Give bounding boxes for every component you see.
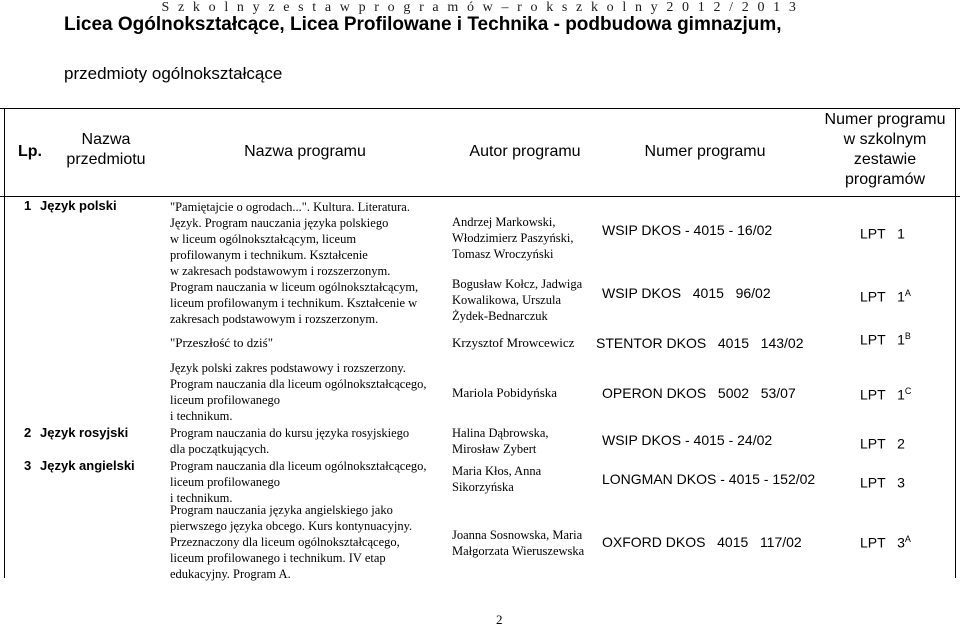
program-6-line: Program nauczania dla liceum ogólnokształcącego,: [170, 459, 427, 473]
program-number-6: LONGMAN DKOS - 4015 - 152/02: [602, 471, 816, 487]
author-5-line: Mirosław Zybert: [452, 442, 537, 456]
table-left-border: [4, 108, 5, 578]
program-7-line: liceum profilowanego i technikum. IV etap: [170, 551, 386, 565]
header-school-line4: programów: [844, 171, 926, 188]
author-4: [452, 385, 557, 401]
page-subtitle: przedmioty ogólnokształcące: [64, 64, 283, 83]
subject-name-2: Język rosyjski: [40, 425, 129, 440]
subject-lp-3: 3: [24, 458, 32, 473]
program-2-line: liceum profilowanym i technikum. Kształcenie w: [170, 296, 418, 310]
author-4-line: Mariola Pobidyńska: [452, 385, 558, 400]
program-5-line: Program nauczania do kursu języka rosyjskiego: [170, 426, 410, 440]
school-number-5: LPT 2: [860, 435, 905, 452]
program-1-line: "Pamiętajcie o ogrodach...". Kultura. Literatura.: [170, 200, 410, 214]
program-4-line: i technikum.: [170, 409, 233, 423]
program-7: [170, 502, 412, 582]
school-number-6: LPT 3: [860, 474, 905, 491]
school-number-7: LPT $3^A$: [860, 534, 911, 551]
program-number-5: WSIP DKOS - 4015 - 24/02: [602, 432, 773, 448]
program-7-line: pierwszego języka obcego. Kurs kontynuacyjny.: [170, 519, 413, 533]
subject-name-3: Język angielski: [40, 458, 135, 473]
program-6-line: i technikum.: [170, 491, 233, 505]
header-school-line2: w szkolnym: [843, 131, 927, 148]
page-title: Licea Ogólnokształcące, Licea Profilowane i Technika - podbudowa gimnazjum,: [64, 14, 782, 35]
author-2-line: Bogusław Kołcz, Jadwiga: [452, 277, 583, 291]
header-program: Nazwa programu: [244, 143, 366, 160]
author-7: [452, 527, 584, 559]
school-number-3: LPT $1^B$: [860, 331, 911, 348]
table-header-bottom-border: [0, 196, 960, 197]
program-5: [170, 425, 409, 457]
program-4-line: liceum profilowanego: [170, 393, 281, 407]
program-2: [170, 279, 418, 327]
program-5-line: dla początkujących.: [170, 442, 270, 456]
author-6: [452, 463, 541, 495]
subject-lp-2: 2: [24, 425, 32, 440]
header-subject-line2: przedmiotu: [66, 151, 146, 168]
author-6-line: Sikorzyńska: [452, 480, 514, 494]
header-number: Numer programu: [644, 143, 766, 160]
program-2-line: Program nauczania w liceum ogólnokształcącym,: [170, 280, 419, 294]
table-lp-divider: [4, 196, 5, 198]
author-3-line: Krzysztof Mrowcewicz: [452, 335, 575, 350]
program-7-line: Program nauczania języka angielskiego jako: [170, 503, 393, 517]
program-6-line: liceum profilowanego: [170, 475, 281, 489]
author-1-line: Andrzej Markowski,: [452, 215, 556, 229]
program-1-line: w liceum ogólnokształcącym, liceum: [170, 232, 357, 246]
author-1-line: Włodzimierz Paszyński,: [452, 231, 574, 245]
program-2-line: zakresach podstawowym i rozszerzonym.: [170, 312, 379, 326]
header-author: Autor programu: [469, 143, 581, 160]
program-7-line: Przeznaczony dla liceum ogólnokształcącego,: [170, 535, 400, 549]
author-5-line: Halina Dąbrowska,: [452, 426, 549, 440]
header-school-line1: Numer programu: [824, 111, 946, 128]
author-2-line: Żydek-Bednarczuk: [452, 309, 548, 323]
author-1: [452, 214, 574, 262]
header-lp: Lp.: [18, 143, 42, 160]
author-1-line: Tomasz Wroczyński: [452, 247, 554, 261]
program-1-line: w zakresach podstawowym i rozszerzonym.: [170, 264, 391, 278]
author-7-line: Małgorzata Wieruszewska: [452, 544, 585, 558]
subject-lp-1: 1: [24, 198, 32, 213]
program-number-3: STENTOR DKOS 4015 143/02: [596, 335, 804, 351]
program-4-line: Język polski zakres podstawowy i rozszerzony.: [170, 361, 406, 375]
school-number-1: LPT 1: [860, 225, 905, 242]
program-7-line: edukacyjny. Program A.: [170, 567, 291, 581]
program-3-line: "Przeszłość to dziś": [170, 335, 274, 350]
header-subject-line1: Nazwa: [81, 131, 131, 148]
school-number-2: LPT $1^A$: [860, 288, 911, 305]
header-subject: [56, 130, 156, 170]
author-3: [452, 335, 574, 351]
author-2-line: Kowalikowa, Urszula: [452, 293, 561, 307]
program-1-line: Język. Program nauczania języka polskiego: [170, 216, 389, 230]
program-number-1: WSIP DKOS - 4015 - 16/02: [602, 222, 773, 238]
table-top-border: [0, 108, 960, 109]
document-header-line: S z k o l n y z e s t a w p r o g r a m ó w – r o k s z k o l n y 2 0 1 2 / 2 0 1 3: [161, 0, 799, 15]
school-number-4: LPT $1^C$: [860, 386, 912, 403]
program-number-2: WSIP DKOS 4015 96/02: [602, 285, 771, 301]
author-7-line: Joanna Sosnowska, Maria: [452, 528, 583, 542]
page-number: 2: [496, 612, 503, 627]
author-6-line: Maria Kłos, Anna: [452, 464, 542, 478]
subject-name-1: Język polski: [40, 198, 117, 213]
program-4-line: Program nauczania dla liceum ogólnokształcącego,: [170, 377, 427, 391]
program-number-4: OPERON DKOS 5002 53/07: [602, 385, 796, 401]
program-4: [170, 360, 427, 424]
program-1: [170, 199, 410, 279]
program-1-line: profilowanym i technikum. Kształcenie: [170, 248, 368, 262]
header-school-number: [812, 110, 958, 190]
program-number-7: OXFORD DKOS 4015 117/02: [602, 534, 802, 550]
author-5: [452, 425, 549, 457]
header-school-line3: zestawie: [853, 151, 917, 168]
program-3: [170, 335, 273, 351]
author-2: [452, 276, 582, 324]
program-6: [170, 458, 427, 506]
